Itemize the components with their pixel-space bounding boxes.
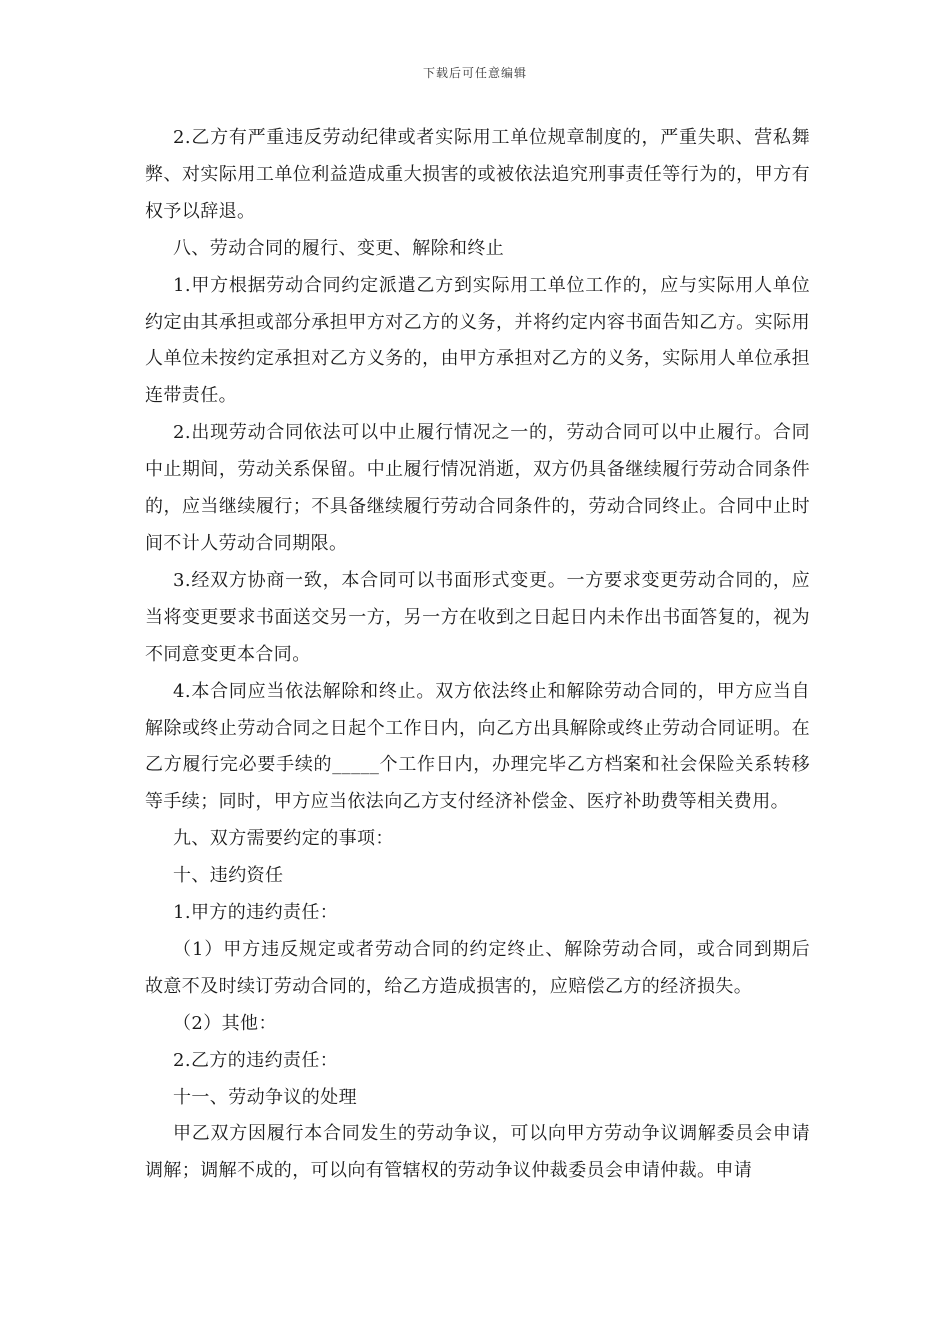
section-heading: 十一、劳动争议的处理 <box>173 1086 357 1108</box>
document-body <box>145 120 810 1190</box>
paragraph: 甲乙双方因履行本合同发生的劳动争议，可以向甲方劳动争议调解委员会申请调解；调解不成的，可以向有管辖权的劳动争议仲裁委员会申请仲裁。申请 <box>145 1123 810 1182</box>
header-note: 下载后可任意编辑 <box>422 66 527 80</box>
section-heading: 十、违约资任 <box>173 865 284 887</box>
paragraph: 4.本合同应当依法解除和终止。双方依法终止和解除劳动合同的，甲方应当自解除或终止劳动合同之日起个工作日内，向乙方出具解除或终止劳动合同证明。在乙方履行完必要手续的_____个工作日内，办理完毕乙方档案和社会保险关系转移等手续；同时，甲方应当依法向乙方支付经济补偿金、医疗补助费等相关费用。 <box>145 680 810 813</box>
paragraph: 2.出现劳动合同依法可以中止履行情况之一的，劳动合同可以中止履行。合同中止期间，劳动关系保留。中止履行情况消逝，双方仍具备继续履行劳动合同条件的，应当继续履行；不具备继续履行劳动合同条件的，劳动合同终止。合同中止时间不计人劳动合同期限。 <box>145 422 810 554</box>
paragraph: 1.甲方根据劳动合同约定派遣乙方到实际用工单位工作的，应与实际用人单位约定由其承担或部分承担甲方对乙方的义务，并将约定内容书面告知乙方。实际用人单位未按约定承担对乙方义务的，由甲方承担对乙方的义务，实际用人单位承担连带责任。 <box>145 274 810 407</box>
paragraph: 3.经双方协商一致，本合同可以书面形式变更。一方要求变更劳动合同的，应当将变更要求书面送交另一方，另一方在收到之日起日内未作出书面答复的，视为不同意变更本合同。 <box>145 569 810 665</box>
section-heading: 九、双方需要约定的事项： <box>173 828 394 850</box>
paragraph: （1）甲方违反规定或者劳动合同的约定终止、解除劳动合同，或合同到期后故意不及时续订劳动合同的，给乙方造成损害的，应赔偿乙方的经济损失。 <box>145 938 810 997</box>
subsection-heading: 1.甲方的违约责任： <box>173 902 339 924</box>
section-heading: 八、劳动合同的履行、变更、解除和终止 <box>173 237 505 259</box>
subsection-heading: 2.乙方的违约责任： <box>173 1049 339 1071</box>
paragraph: （2）其他： <box>173 1012 277 1034</box>
paragraph: 2.乙方有严重违反劳动纪律或者实际用工单位规章制度的，严重失职、营私舞弊、对实际用工单位利益造成重大损害的或被依法追究刑事责任等行为的，甲方有权予以辞退。 <box>145 127 810 222</box>
